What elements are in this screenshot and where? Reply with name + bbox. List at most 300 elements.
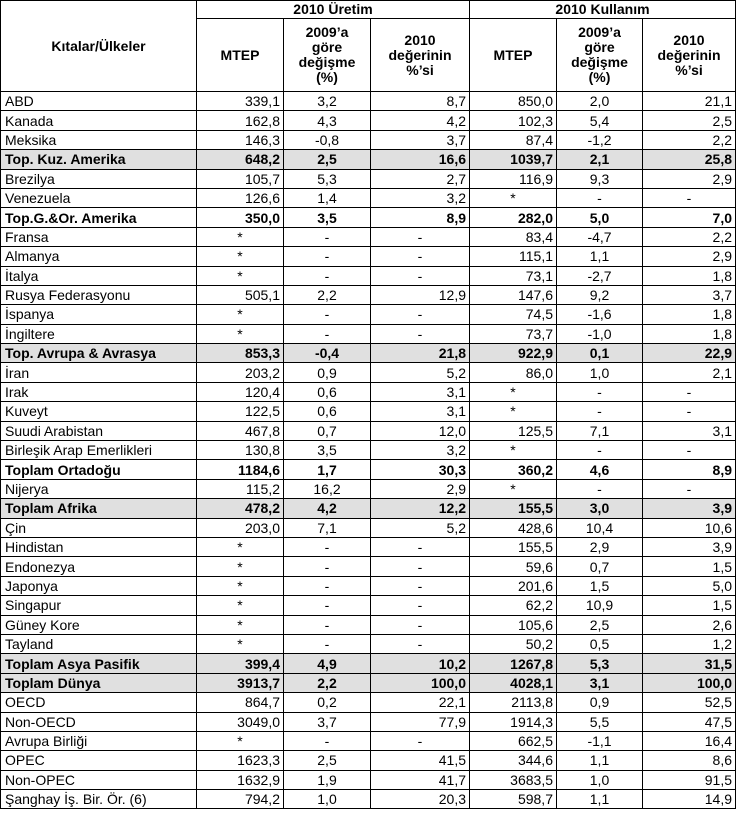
country-name: Non-OPEC [1, 770, 197, 789]
production-share: - [371, 557, 470, 576]
consumption-change: 10,4 [557, 518, 643, 537]
country-name: Almanya [1, 247, 197, 266]
consumption-change: -1,6 [557, 305, 643, 324]
consumption-mtep: 428,6 [470, 518, 557, 537]
consumption-share: - [643, 441, 736, 460]
production-change: - [284, 576, 371, 595]
consumption-share: 10,6 [643, 518, 736, 537]
table-header [1, 1, 736, 92]
production-change: 1,4 [284, 188, 371, 207]
consumption-mtep: 3683,5 [470, 770, 557, 789]
consumption-mtep: 662,5 [470, 731, 557, 750]
country-name: Toplam Afrika [1, 499, 197, 518]
mtep-label: MTEP [220, 46, 260, 63]
production-change: 4,9 [284, 654, 371, 673]
consumption-share: 1,5 [643, 557, 736, 576]
consumption-share: 3,7 [643, 285, 736, 304]
country-column-header: Kıtalar/Ülkeler [1, 1, 197, 92]
consumption-mtep: 155,5 [470, 537, 557, 556]
production-change: 5,3 [284, 169, 371, 188]
consumption-change: -2,7 [557, 266, 643, 285]
country-name: Toplam Asya Pasifik [1, 654, 197, 673]
consumption-change: 1,0 [557, 363, 643, 382]
consumption-share: 2,1 [643, 363, 736, 382]
consumption-change: 1,1 [557, 247, 643, 266]
country-name: ABD [1, 92, 197, 111]
production-mtep: 115,2 [197, 479, 284, 498]
production-mtep: 339,1 [197, 92, 284, 111]
consumption-share: 21,1 [643, 92, 736, 111]
table-row [1, 382, 736, 401]
production-change: - [284, 557, 371, 576]
production-group-header: 2010 Üretim [197, 1, 470, 19]
country-name: Singapur [1, 596, 197, 615]
consumption-change: -4,7 [557, 227, 643, 246]
country-name: İngiltere [1, 324, 197, 343]
country-name: Brezilya [1, 169, 197, 188]
consumption-share: 5,0 [643, 576, 736, 595]
production-mtep: 120,4 [197, 382, 284, 401]
production-share: 3,2 [371, 188, 470, 207]
table-row [1, 305, 736, 324]
consumption-change: - [557, 382, 643, 401]
consumption-share: 100,0 [643, 673, 736, 692]
table-row [1, 92, 736, 111]
change-label-1: 2009’a [305, 24, 349, 40]
table-row [1, 441, 736, 460]
production-mtep: 1632,9 [197, 770, 284, 789]
change-label-1: 2009’a [578, 24, 621, 40]
country-name: Japonya [1, 576, 197, 595]
share-label-3: %’si [406, 61, 434, 78]
consumption-mtep: 125,5 [470, 421, 557, 440]
production-share: - [371, 731, 470, 750]
production-share: 77,9 [371, 712, 470, 731]
country-name: Venezuela [1, 188, 197, 207]
production-change: 3,7 [284, 712, 371, 731]
production-mtep: 3049,0 [197, 712, 284, 731]
production-mtep: 478,2 [197, 499, 284, 518]
production-mtep: 162,8 [197, 111, 284, 130]
table-row [1, 285, 736, 304]
production-change: 0,2 [284, 693, 371, 712]
production-change: 1,9 [284, 770, 371, 789]
production-change: 1,0 [284, 790, 371, 809]
table-row [1, 479, 736, 498]
production-share: 41,7 [371, 770, 470, 789]
country-name: Meksika [1, 130, 197, 149]
consumption-share: 2,5 [643, 111, 736, 130]
production-share: 10,2 [371, 654, 470, 673]
production-mtep: 794,2 [197, 790, 284, 809]
consumption-mtep: 922,9 [470, 344, 557, 363]
consumption-mtep: 344,6 [470, 751, 557, 770]
consumption-change: 2,0 [557, 92, 643, 111]
production-mtep: 853,3 [197, 344, 284, 363]
consumption-mtep: 87,4 [470, 130, 557, 149]
consumption-mtep: 83,4 [470, 227, 557, 246]
consumption-mtep: 105,6 [470, 615, 557, 634]
production-share: 100,0 [371, 673, 470, 692]
consumption-share: 31,5 [643, 654, 736, 673]
production-change: 3,5 [284, 441, 371, 460]
table-row [1, 731, 736, 750]
production-change: - [284, 266, 371, 285]
production-share: - [371, 596, 470, 615]
consumption-mtep: 73,7 [470, 324, 557, 343]
consumption-mtep: 73,1 [470, 266, 557, 285]
production-change: 16,2 [284, 479, 371, 498]
table-row [1, 790, 736, 809]
consumption-mtep: 201,6 [470, 576, 557, 595]
production-change: 2,2 [284, 285, 371, 304]
table-row [1, 557, 736, 576]
production-share: 21,8 [371, 344, 470, 363]
country-name: Top. Avrupa & Avrasya [1, 344, 197, 363]
country-name: Fransa [1, 227, 197, 246]
production-share: - [371, 537, 470, 556]
production-change: 2,2 [284, 673, 371, 692]
country-name: İran [1, 363, 197, 382]
change-label-4: (%) [588, 69, 611, 85]
country-name: Top. Kuz. Amerika [1, 150, 197, 169]
production-share: 30,3 [371, 460, 470, 479]
production-mtep: * [197, 266, 284, 285]
change-label-3: değişme [571, 54, 628, 70]
country-name: Rusya Federasyonu [1, 285, 197, 304]
production-change: - [284, 596, 371, 615]
consumption-change: 3,0 [557, 499, 643, 518]
production-change: 2,5 [284, 150, 371, 169]
consumption-change: 0,9 [557, 693, 643, 712]
country-name: Güney Kore [1, 615, 197, 634]
country-name: Toplam Ortadoğu [1, 460, 197, 479]
production-change: 3,5 [284, 208, 371, 227]
country-name: Kanada [1, 111, 197, 130]
consumption-share: 1,5 [643, 596, 736, 615]
consumption-mtep: 102,3 [470, 111, 557, 130]
production-change: 0,7 [284, 421, 371, 440]
production-change: - [284, 247, 371, 266]
consumption-mtep: 1039,7 [470, 150, 557, 169]
consumption-mtep: 74,5 [470, 305, 557, 324]
table-row [1, 402, 736, 421]
production-change-header [284, 19, 371, 92]
share-label-3: %’si [675, 61, 703, 78]
production-share: 3,7 [371, 130, 470, 149]
consumption-mtep-header [470, 19, 557, 92]
consumption-mtep: * [470, 479, 557, 498]
production-mtep: * [197, 634, 284, 653]
consumption-change: 1,5 [557, 576, 643, 595]
country-name: Nijerya [1, 479, 197, 498]
consumption-share: 3,9 [643, 537, 736, 556]
consumption-mtep: 50,2 [470, 634, 557, 653]
production-share: 3,2 [371, 441, 470, 460]
consumption-mtep: 115,1 [470, 247, 557, 266]
production-change: 0,6 [284, 382, 371, 401]
production-share-header [371, 19, 470, 92]
consumption-mtep: * [470, 382, 557, 401]
consumption-change: 0,5 [557, 634, 643, 653]
country-name: Avrupa Birliği [1, 731, 197, 750]
consumption-share: 16,4 [643, 731, 736, 750]
consumption-share: 2,9 [643, 169, 736, 188]
production-mtep: 399,4 [197, 654, 284, 673]
country-name: Şanghay İş. Bir. Ör. (6) [1, 790, 197, 809]
consumption-mtep: 147,6 [470, 285, 557, 304]
consumption-change: 10,9 [557, 596, 643, 615]
consumption-share: 8,6 [643, 751, 736, 770]
consumption-change-header [557, 19, 643, 92]
production-mtep: * [197, 247, 284, 266]
production-mtep: 864,7 [197, 693, 284, 712]
consumption-share: - [643, 479, 736, 498]
production-share: - [371, 305, 470, 324]
production-share: 4,2 [371, 111, 470, 130]
consumption-share: 91,5 [643, 770, 736, 789]
table-row [1, 518, 736, 537]
production-change: 0,9 [284, 363, 371, 382]
production-mtep: 648,2 [197, 150, 284, 169]
production-change: - [284, 324, 371, 343]
consumption-change: 2,5 [557, 615, 643, 634]
consumption-mtep: 598,7 [470, 790, 557, 809]
production-share: - [371, 227, 470, 246]
production-share: - [371, 576, 470, 595]
country-name: Hindistan [1, 537, 197, 556]
consumption-change: 5,0 [557, 208, 643, 227]
consumption-change: -1,0 [557, 324, 643, 343]
consumption-mtep: 850,0 [470, 92, 557, 111]
country-name: OECD [1, 693, 197, 712]
consumption-change: - [557, 402, 643, 421]
table-row [1, 266, 736, 285]
table-row [1, 188, 736, 207]
country-name: Irak [1, 382, 197, 401]
consumption-share: 3,9 [643, 499, 736, 518]
production-mtep: * [197, 557, 284, 576]
share-label-1: 2010 [404, 31, 436, 48]
table-row [1, 169, 736, 188]
production-change: 2,5 [284, 751, 371, 770]
table-row [1, 150, 736, 169]
production-share: 12,2 [371, 499, 470, 518]
country-name: Endonezya [1, 557, 197, 576]
country-name: Kuveyt [1, 402, 197, 421]
consumption-change: 5,3 [557, 654, 643, 673]
consumption-mtep: 282,0 [470, 208, 557, 227]
change-label-4: (%) [316, 69, 338, 85]
production-mtep: * [197, 596, 284, 615]
country-name: Tayland [1, 634, 197, 653]
production-share: - [371, 247, 470, 266]
table-row [1, 596, 736, 615]
consumption-mtep: 4028,1 [470, 673, 557, 692]
country-name: Suudi Arabistan [1, 421, 197, 440]
consumption-share: - [643, 188, 736, 207]
consumption-share: 2,9 [643, 247, 736, 266]
consumption-share: 7,0 [643, 208, 736, 227]
production-change: - [284, 634, 371, 653]
production-share: 8,9 [371, 208, 470, 227]
production-mtep: * [197, 324, 284, 343]
consumption-share: 8,9 [643, 460, 736, 479]
consumption-mtep: 86,0 [470, 363, 557, 382]
production-mtep: 203,2 [197, 363, 284, 382]
production-change: 1,7 [284, 460, 371, 479]
table-row [1, 751, 736, 770]
consumption-mtep: * [470, 188, 557, 207]
production-change: 0,6 [284, 402, 371, 421]
consumption-share: 1,2 [643, 634, 736, 653]
production-change: 4,3 [284, 111, 371, 130]
production-mtep: 1623,3 [197, 751, 284, 770]
production-change: - [284, 305, 371, 324]
consumption-mtep: * [470, 402, 557, 421]
production-mtep: * [197, 731, 284, 750]
consumption-share: 1,8 [643, 305, 736, 324]
table-body [1, 92, 736, 809]
consumption-mtep: 360,2 [470, 460, 557, 479]
production-mtep-header [197, 19, 284, 92]
table-row [1, 421, 736, 440]
production-share: - [371, 266, 470, 285]
production-mtep: 505,1 [197, 285, 284, 304]
production-mtep: 1184,6 [197, 460, 284, 479]
production-mtep: 146,3 [197, 130, 284, 149]
production-share: 2,9 [371, 479, 470, 498]
consumption-share: 47,5 [643, 712, 736, 731]
table-row [1, 537, 736, 556]
consumption-share: 3,1 [643, 421, 736, 440]
consumption-mtep: 1914,3 [470, 712, 557, 731]
country-name: Top.G.&Or. Amerika [1, 208, 197, 227]
table-row [1, 673, 736, 692]
consumption-change: 0,7 [557, 557, 643, 576]
production-change: - [284, 615, 371, 634]
consumption-mtep: 2113,8 [470, 693, 557, 712]
change-label-3: değişme [298, 54, 356, 70]
consumption-share: 1,8 [643, 324, 736, 343]
consumption-group-header: 2010 Kullanım [470, 1, 736, 19]
table-row [1, 615, 736, 634]
change-label-2: göre [311, 39, 343, 55]
table-row [1, 324, 736, 343]
consumption-share-header [643, 19, 736, 92]
consumption-share: 52,5 [643, 693, 736, 712]
production-mtep: * [197, 227, 284, 246]
production-mtep: 130,8 [197, 441, 284, 460]
consumption-share: 2,2 [643, 227, 736, 246]
consumption-mtep: 155,5 [470, 499, 557, 518]
table-row [1, 130, 736, 149]
table-row [1, 111, 736, 130]
production-change: 7,1 [284, 518, 371, 537]
production-change: - [284, 537, 371, 556]
production-mtep: 105,7 [197, 169, 284, 188]
country-name: İtalya [1, 266, 197, 285]
country-name: Çin [1, 518, 197, 537]
consumption-mtep: 62,2 [470, 596, 557, 615]
consumption-mtep: 1267,8 [470, 654, 557, 673]
production-change: 3,2 [284, 92, 371, 111]
production-change: - [284, 227, 371, 246]
consumption-change: 3,1 [557, 673, 643, 692]
production-share: 3,1 [371, 402, 470, 421]
consumption-change: 5,4 [557, 111, 643, 130]
production-share: 16,6 [371, 150, 470, 169]
table-row [1, 634, 736, 653]
country-name: Birleşik Arap Emerlikleri [1, 441, 197, 460]
production-share: 22,1 [371, 693, 470, 712]
table-row [1, 770, 736, 789]
production-change: - [284, 731, 371, 750]
table-row [1, 654, 736, 673]
consumption-change: -1,2 [557, 130, 643, 149]
consumption-share: 22,9 [643, 344, 736, 363]
country-name: İspanya [1, 305, 197, 324]
production-share: 41,5 [371, 751, 470, 770]
production-mtep: 467,8 [197, 421, 284, 440]
consumption-share: 2,2 [643, 130, 736, 149]
consumption-change: 2,1 [557, 150, 643, 169]
consumption-share: 1,8 [643, 266, 736, 285]
production-mtep: * [197, 305, 284, 324]
consumption-change: -1,1 [557, 731, 643, 750]
production-change: -0,4 [284, 344, 371, 363]
production-share: 12,9 [371, 285, 470, 304]
production-share: 5,2 [371, 363, 470, 382]
table-row [1, 344, 736, 363]
country-name: OPEC [1, 751, 197, 770]
consumption-change: 1,1 [557, 751, 643, 770]
production-mtep: 203,0 [197, 518, 284, 537]
production-mtep: 126,6 [197, 188, 284, 207]
consumption-change: - [557, 479, 643, 498]
consumption-change: 9,2 [557, 285, 643, 304]
production-share: - [371, 634, 470, 653]
consumption-mtep: 59,6 [470, 557, 557, 576]
table-row [1, 499, 736, 518]
share-label-1: 2010 [673, 31, 705, 48]
consumption-change: 0,1 [557, 344, 643, 363]
consumption-share: 2,6 [643, 615, 736, 634]
table-row [1, 712, 736, 731]
consumption-change: 1,1 [557, 790, 643, 809]
share-label-2: değerinin [657, 46, 721, 63]
consumption-change: 4,6 [557, 460, 643, 479]
table-row [1, 460, 736, 479]
table-row [1, 227, 736, 246]
consumption-change: 2,9 [557, 537, 643, 556]
table-row [1, 247, 736, 266]
consumption-change: 9,3 [557, 169, 643, 188]
consumption-share: 25,8 [643, 150, 736, 169]
country-name: Toplam Dünya [1, 673, 197, 692]
share-label-2: değerinin [388, 46, 452, 63]
production-share: 8,7 [371, 92, 470, 111]
mtep-label: MTEP [493, 46, 533, 63]
table-row [1, 576, 736, 595]
change-label-2: göre [584, 39, 615, 55]
production-share: - [371, 615, 470, 634]
production-share: 3,1 [371, 382, 470, 401]
consumption-change: 5,5 [557, 712, 643, 731]
consumption-change: - [557, 441, 643, 460]
production-mtep: 122,5 [197, 402, 284, 421]
production-share: 12,0 [371, 421, 470, 440]
